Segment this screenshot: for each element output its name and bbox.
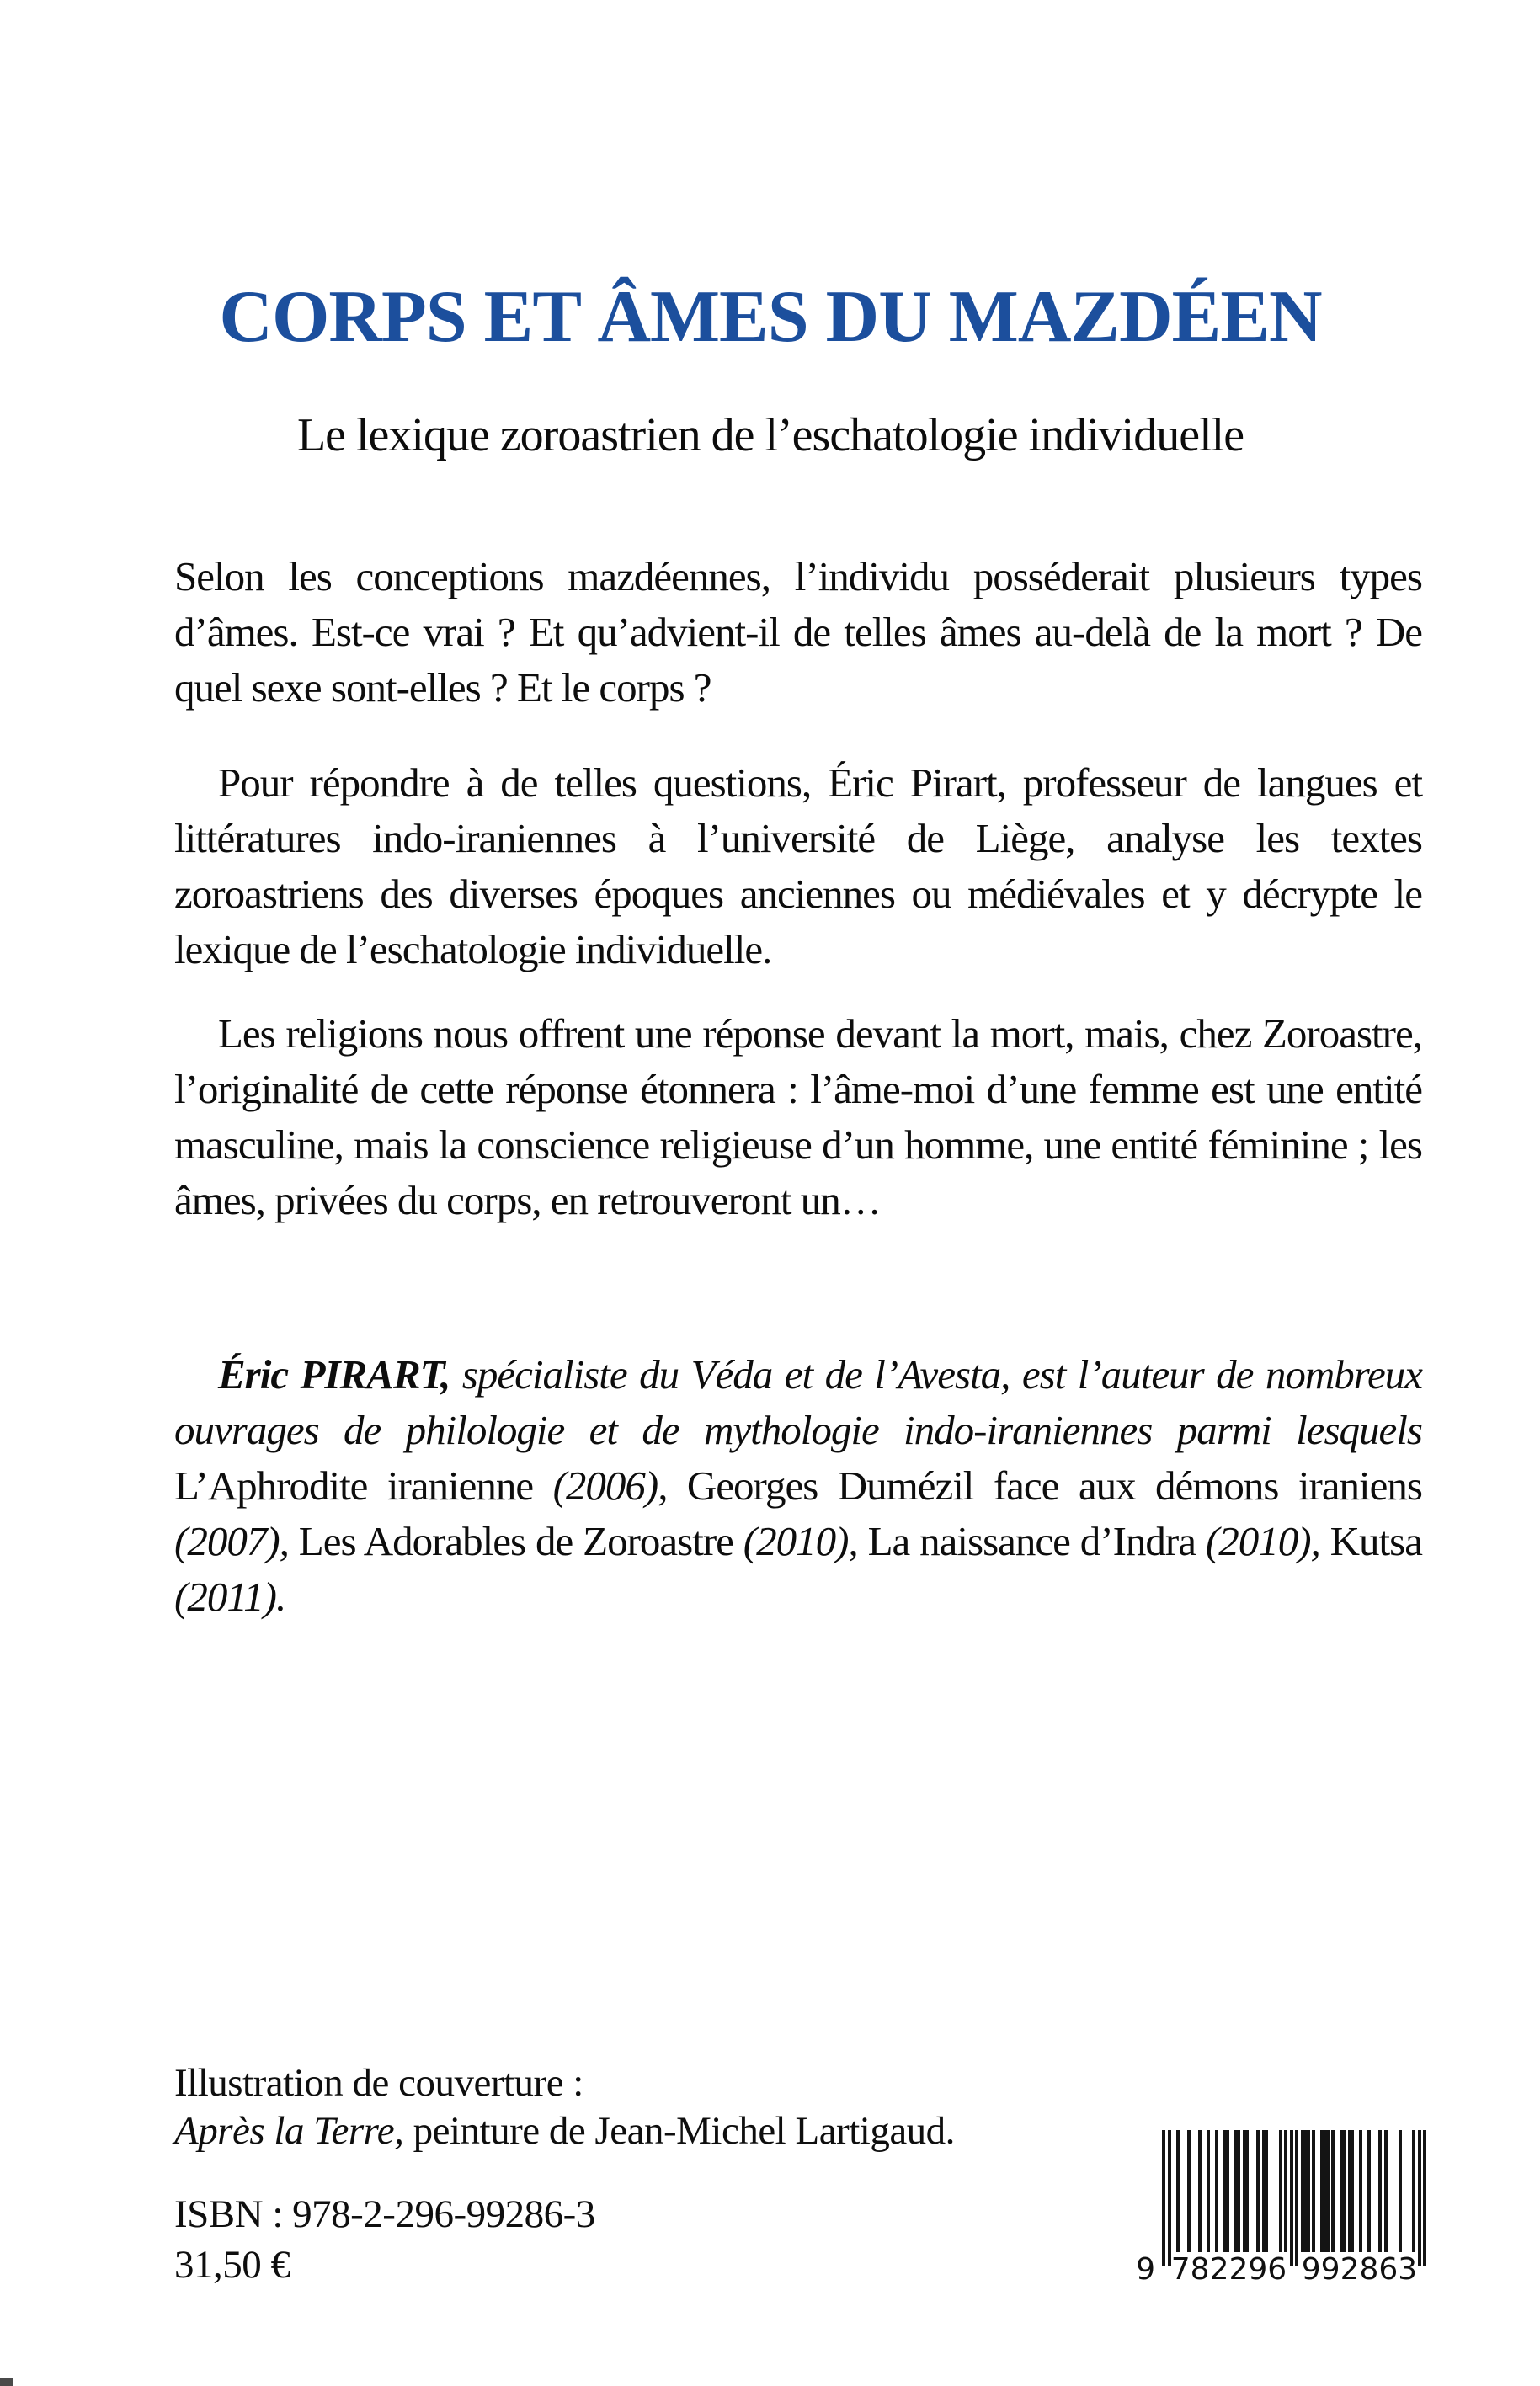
barcode-bar — [1359, 2130, 1362, 2252]
barcode-bar — [1412, 2130, 1415, 2252]
work-title-kutsa: Kutsa — [1330, 1518, 1422, 1564]
barcode-bar — [1340, 2130, 1346, 2252]
credit-line-1: Illustration de couverture : — [174, 2061, 583, 2105]
synopsis-paragraph-3: Les religions nous offrent une réponse devant la mort, mais, chez Zoroastre, l’originalité de cette réponse étonnera : l’âme-moi d’une femme est une entité masculine, mais la conscience religieuse d’un homme, une entité féminine ; les âmes, privées du corps, en retrouveront un… — [174, 1010, 1422, 1223]
barcode-bar — [1207, 2130, 1210, 2252]
barcode-bar — [1312, 2130, 1315, 2252]
work-year: (2010), — [1205, 1518, 1330, 1564]
book-title: CORPS ET ÂMES DU MAZDÉEN — [219, 276, 1322, 358]
barcode-digits-group2: 992863 — [1301, 2252, 1418, 2287]
print-registration-mark — [0, 2378, 13, 2386]
work-year: (2010), — [743, 1518, 868, 1564]
price: 31,50 € — [174, 2243, 290, 2287]
work-title-aphrodite: L’Aphrodite iranienne — [174, 1462, 553, 1509]
barcode-bar — [1384, 2130, 1388, 2252]
credit-painter: peinture de Jean-Michel Lartigaud. — [403, 2109, 955, 2153]
barcode-bar — [1234, 2130, 1240, 2252]
barcode-bar — [1284, 2130, 1287, 2252]
author-bio — [174, 1347, 1422, 1625]
book-subtitle: Le lexique zoroastrien de l’eschatologie individuelle — [296, 409, 1244, 461]
barcode-bar — [1301, 2130, 1310, 2252]
isbn: ISBN : 978-2-296-99286-3 — [174, 2192, 595, 2236]
credit-artwork-title: Après la Terre, — [174, 2109, 404, 2153]
barcode-bars — [1162, 2130, 1426, 2267]
work-year: (2006), — [552, 1462, 687, 1509]
barcode-bar — [1399, 2130, 1402, 2252]
barcode-bar — [1418, 2130, 1421, 2266]
barcode-bar — [1262, 2130, 1268, 2252]
barcode-digit-first: 9 — [1136, 2252, 1155, 2287]
work-title-dumezil: Georges Dumézil face aux démons iraniens — [686, 1462, 1422, 1509]
barcode-bar — [1256, 2130, 1260, 2252]
barcode-bar — [1243, 2130, 1249, 2252]
barcode-bar — [1176, 2130, 1180, 2252]
barcode-bar — [1295, 2130, 1298, 2266]
work-title-indra: La naissance d’Indra — [867, 1518, 1206, 1564]
author-name: Éric PIRART, — [218, 1351, 450, 1398]
barcode-bar — [1290, 2130, 1293, 2266]
barcode-bar — [1378, 2130, 1382, 2252]
barcode-bar — [1168, 2130, 1171, 2266]
work-title-adorables: Les Adorables de Zoroastre — [298, 1518, 743, 1564]
barcode-bar — [1215, 2130, 1218, 2252]
barcode-bar — [1198, 2130, 1202, 2252]
barcode-bar — [1331, 2130, 1335, 2252]
barcode-bar — [1223, 2130, 1229, 2252]
synopsis-paragraph-2: Pour répondre à de telles questions, Éric Pirart, professeur de langues et littératures indo-iraniennes à l’université de Liège, analyse les textes zoroastriens des diverses époques anciennes ou médiévales et y décrypte le lexique de l’eschatologie individuelle. — [174, 759, 1422, 972]
work-year: (2007), — [174, 1518, 299, 1564]
bio-text: spécialiste du Véda et de l’Avesta, est l’auteur de nombreux ouvrages de philologie et de mythologie indo-iraniennes parmi lesquels — [174, 1351, 1422, 1453]
synopsis-paragraph-1: Selon les conceptions mazdéennes, l’individu posséderait plusieurs types d’âmes. Est-ce vrai ? Et qu’advient-il de telles âmes au-delà de la mort ? De quel sexe sont-elles ? Et le corps ? — [174, 553, 1422, 711]
barcode-bar — [1423, 2130, 1426, 2266]
barcode-bar — [1367, 2130, 1371, 2252]
barcode-bar — [1187, 2130, 1191, 2252]
barcode-bar — [1320, 2130, 1330, 2252]
work-year: (2011). — [174, 1574, 286, 1620]
barcode-digits-group1: 782296 — [1170, 2252, 1287, 2287]
barcode-bar — [1279, 2130, 1282, 2252]
barcode — [1136, 2130, 1426, 2287]
barcode-bar — [1162, 2130, 1165, 2266]
barcode-bar — [1348, 2130, 1354, 2252]
